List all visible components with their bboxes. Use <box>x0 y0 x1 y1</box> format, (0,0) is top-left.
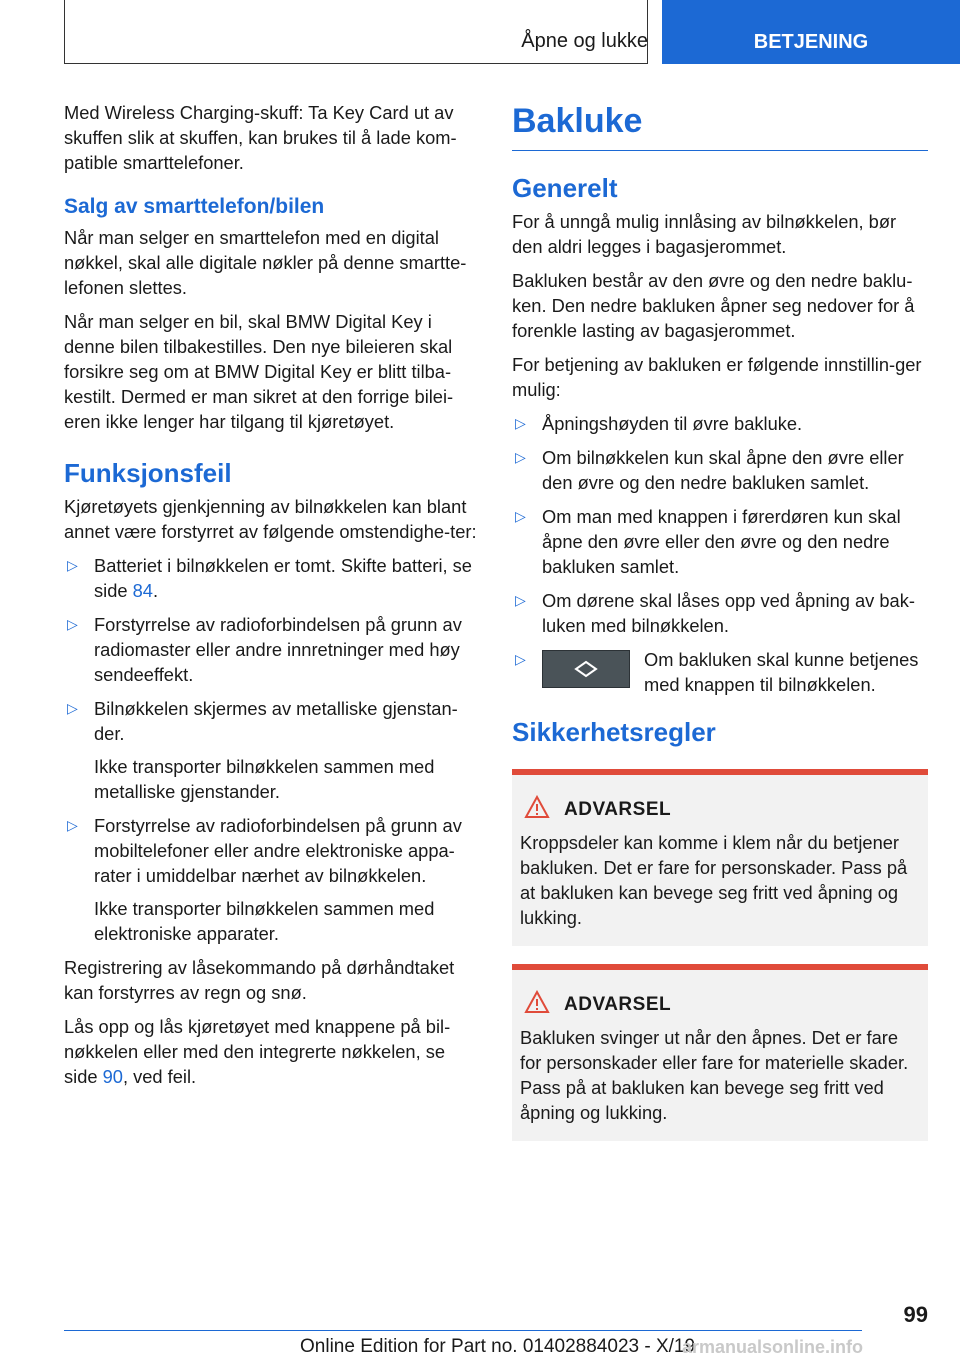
list-item: ▷ Batteriet i bilnøkkelen er tomt. Skifte batteri, se side 84. <box>67 555 472 601</box>
right-column <box>512 100 928 1159</box>
chapter-label: BETJENING <box>753 31 869 53</box>
general-heading: Generelt <box>512 173 618 203</box>
watermark: armanualsonline.info <box>682 1337 864 1357</box>
fault-intro: Kjøretøyets gjenkjenning av bilnøkkelen kan blant annet være forstyrret av følgende omstendighe-ter: <box>64 496 477 542</box>
page-link-90[interactable]: 90 <box>102 1066 123 1087</box>
sale-paragraph-1: Når man selger en smarttelefon med en digital nøkkel, skal alle digitale nøkler på denne smartte-lefonen slettes. <box>64 227 467 298</box>
list-item: ▷ Forstyrrelse av radioforbindelsen på grunn av mobiltelefoner eller andre elektroniske appa-rater i umiddelbar nærhet av bilnøkkelen. Ikke transporter bilnøkkelen sammen med elektroniske apparater. <box>64 813 482 946</box>
sale-paragraph-2: Når man selger en bil, skal BMW Digital Key i denne bilen tilbakestilles. Den nye bileieren skal forsikre seg om at BMW Digital Key er blitt tilba-kestilt. Dermed er man sikret at den forrige bilei-eren ikke lenger har tilgang til kjøretøyet. <box>64 311 454 432</box>
warning-icon <box>524 990 550 1019</box>
triangle-bullet-icon: ▷ <box>67 700 78 716</box>
triangle-bullet-icon: ▷ <box>515 592 526 608</box>
list-item-note: Ikke transporter bilnøkkelen sammen med elektroniske apparater. <box>94 898 435 944</box>
lock-note: Lås opp og lås kjøretøyet med knappene på bil-nøkkelen eller med den integrerte nøkkelen, se side 90, ved feil. <box>64 1016 451 1087</box>
page-link-84[interactable]: 84 <box>132 580 153 601</box>
warning-text: Bakluken svinger ut når den åpnes. Det er fare for personskader eller fare for materielle skader. Pass på at bakluken kan bevege seg fritt ved åpning og lukking. <box>520 1027 909 1123</box>
triangle-bullet-icon: ▷ <box>67 817 78 833</box>
warning-text: Kroppsdeler kan komme i klem når du betjener bakluken. Det er fare for personskader. Pass på at bakluken kan bevege seg fritt ved åpning og lukking. <box>520 832 908 928</box>
triangle-bullet-icon: ▷ <box>67 557 78 573</box>
list-item: ▷ Om dørene skal låses opp ved åpning av bak-luken med bilnøkkelen. <box>515 590 915 636</box>
general-paragraph-3: For betjening av bakluken er følgende innstillin-ger mulig: <box>512 354 922 400</box>
settings-list <box>512 411 928 697</box>
list-item: ▷ Om bakluken skal kunne betjenes med knappen til bilnøkkelen. <box>515 649 919 695</box>
page-number: 99 <box>903 1302 928 1327</box>
triangle-bullet-icon: ▷ <box>515 651 526 667</box>
chapter-tab[interactable] <box>662 0 960 64</box>
section-title: Åpne og lukke <box>521 30 648 52</box>
list-item: ▷ Om bilnøkkelen kun skal åpne den øvre eller den øvre og den nedre bakluken samlet. <box>515 447 904 493</box>
list-item: ▷ Om man med knappen i førerdøren kun skal åpne den øvre eller den øvre og den nedre bakluken samlet. <box>515 506 901 577</box>
triangle-bullet-icon: ▷ <box>515 508 526 524</box>
warning-box <box>512 964 928 1141</box>
list-item: ▷ Forstyrrelse av radioforbindelsen på grunn av radiomaster eller andre innretninger med høy sendeeffekt. <box>67 614 462 685</box>
page-title: Bakluke <box>512 100 928 151</box>
footer-divider <box>64 1330 862 1331</box>
tailgate-key-button-icon <box>542 650 630 688</box>
list-item: ▷ Bilnøkkelen skjermes av metalliske gjenstan-der. Ikke transporter bilnøkkelen sammen med metalliske gjenstander. <box>64 696 482 804</box>
list-item-note: Ikke transporter bilnøkkelen sammen med metalliske gjenstander. <box>94 756 435 802</box>
general-paragraph-2: Bakluken består av den øvre og den nedre baklu-ken. Den nedre bakluken åpner seg nedover for å forenkle lasting av bagasjerommet. <box>512 270 915 341</box>
registration-note: Registrering av låsekommando på dørhåndtaket kan forstyrres av regn og snø. <box>64 957 455 1003</box>
list-item: ▷ Åpningshøyden til øvre bakluke. <box>515 413 803 434</box>
left-column <box>64 100 482 1098</box>
warning-box <box>512 769 928 946</box>
triangle-bullet-icon: ▷ <box>515 449 526 465</box>
fault-list <box>64 553 482 946</box>
safety-heading: Sikkerhetsregler <box>512 717 716 747</box>
triangle-bullet-icon: ▷ <box>67 616 78 632</box>
warning-title: ADVARSEL <box>564 798 672 820</box>
general-paragraph-1: For å unngå mulig innlåsing av bilnøkkelen, bør den aldri legges i bagasjerommet. <box>512 211 897 257</box>
wireless-charging-note: Med Wireless Charging-skuff: Ta Key Card ut av skuffen slik at skuffen, kan brukes til å lade kom-patible smarttelefoner. <box>64 102 457 173</box>
edition-note: Online Edition for Part no. 01402884023 - X/19 <box>300 1336 696 1357</box>
sale-heading: Salg av smarttelefon/bilen <box>64 195 325 218</box>
warning-icon <box>524 795 550 824</box>
warning-title: ADVARSEL <box>564 993 672 1015</box>
fault-heading: Funksjonsfeil <box>64 458 232 488</box>
triangle-bullet-icon: ▷ <box>515 415 526 431</box>
